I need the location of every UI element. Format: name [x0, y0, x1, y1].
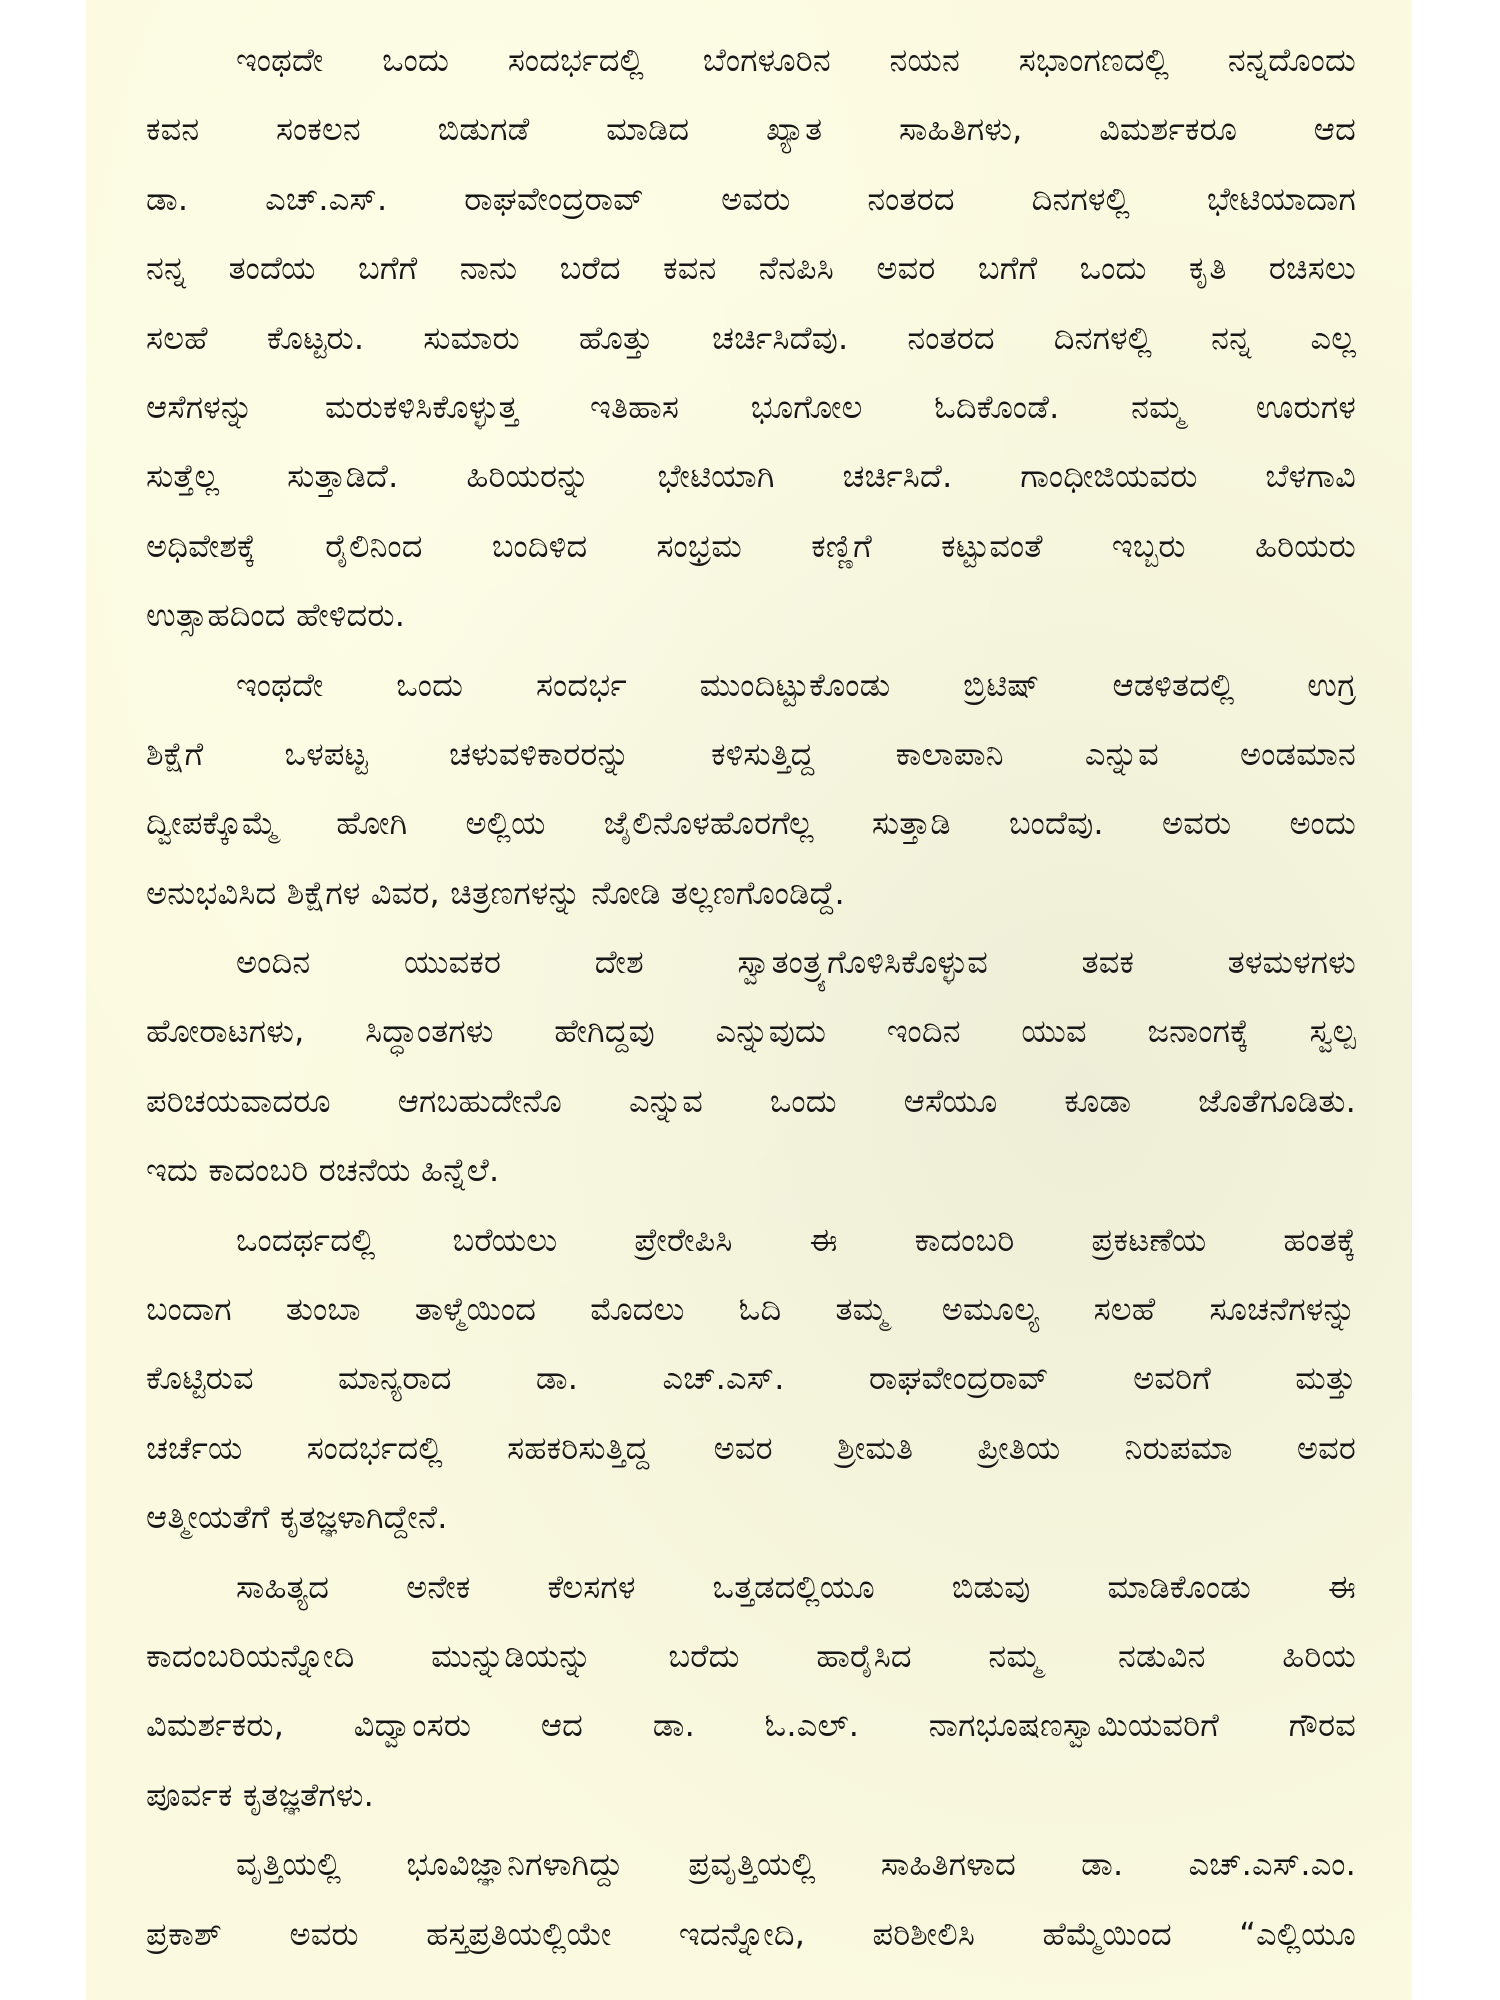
paragraph [146, 1830, 1356, 1969]
text-line: ಕೊಟ್ಟಿರುವ ಮಾನ್ಯರಾದ ಡಾ. ಎಚ್.ಎಸ್. ರಾಘವೇಂದ್ರರಾವ್ ಅವರಿಗೆ ಮತ್ತು [146, 1359, 1356, 1398]
text-line: ಆಸೆಗಳನ್ನು ಮರುಕಳಿಸಿಕೊಳ್ಳುತ್ತ ಇತಿಹಾಸ ಭೂಗೋಲ ಓದಿಕೊಂಡೆ. ನಮ್ಮ ಊರುಗಳ [146, 387, 1356, 426]
text-line: ಅಧಿವೇಶಕ್ಕೆ ರೈಲಿನಿಂದ ಬಂದಿಳಿದ ಸಂಭ್ರಮ ಕಣ್ಣಿಗೆ ಕಟ್ಟುವಂತೆ ಇಬ್ಬರು ಹಿರಿಯರು [146, 526, 1356, 565]
text-line: ಕವನ ಸಂಕಲನ ಬಿಡುಗಡೆ ಮಾಡಿದ ಖ್ಯಾತ ಸಾಹಿತಿಗಳು, ವಿಮರ್ಶಕರೂ ಆದ [146, 110, 1356, 149]
text-line: ಪ್ರಕಾಶ್ ಅವರು ಹಸ್ತಪ್ರತಿಯಲ್ಲಿಯೇ ಇದನ್ನೋದಿ, ಪರಿಶೀಲಿಸಿ ಹೆಮ್ಮೆಯಿಂದ “ಎಲ್ಲಿಯೂ [146, 1914, 1356, 1953]
text-line: ಕಾದಂಬರಿಯನ್ನೋದಿ ಮುನ್ನುಡಿಯನ್ನು ಬರೆದು ಹಾರೈಸಿದ ನಮ್ಮ ನಡುವಿನ ಹಿರಿಯ [146, 1636, 1356, 1675]
text-line: ಅನುಭವಿಸಿದ ಶಿಕ್ಷೆಗಳ ವಿವರ, ಚಿತ್ರಣಗಳನ್ನು ನೋಡಿ ತಲ್ಲಣಗೊಂಡಿದ್ದೆ. [146, 873, 845, 912]
text-line: ವೃತ್ತಿಯಲ್ಲಿ ಭೂವಿಜ್ಞಾನಿಗಳಾಗಿದ್ದು ಪ್ರವೃತ್ತಿಯಲ್ಲಿ ಸಾಹಿತಿಗಳಾದ ಡಾ. ಎಚ್.ಎಸ್.ಎಂ. [236, 1845, 1356, 1884]
paragraph [146, 1206, 1356, 1553]
text-line: ಹೋರಾಟಗಳು, ಸಿದ್ಧಾಂತಗಳು ಹೇಗಿದ್ದವು ಎನ್ನುವುದು ಇಂದಿನ ಯುವ ಜನಾಂಗಕ್ಕೆ ಸ್ವಲ್ಪ [146, 1012, 1356, 1051]
text-line: ಬಂದಾಗ ತುಂಬಾ ತಾಳ್ಮೆಯಿಂದ ಮೊದಲು ಓದಿ ತಮ್ಮ ಅಮೂಲ್ಯ ಸಲಹೆ ಸೂಚನೆಗಳನ್ನು [146, 1290, 1356, 1329]
text-line: ಅಂದಿನ ಯುವಕರ ದೇಶ ಸ್ವಾತಂತ್ರ್ಯಗೊಳಿಸಿಕೊಳ್ಳುವ ತವಕ ತಳಮಳಗಳು [236, 943, 1356, 982]
scanned-page [86, 0, 1412, 2000]
page-body-text [146, 26, 1356, 1969]
text-line: ಒಂದರ್ಥದಲ್ಲಿ ಬರೆಯಲು ಪ್ರೇರೇಪಿಸಿ ಈ ಕಾದಂಬರಿ ಪ್ರಕಟಣೆಯ ಹಂತಕ್ಕೆ [236, 1220, 1356, 1259]
text-line: ಇಂಥದೇ ಒಂದು ಸಂದರ್ಭದಲ್ಲಿ ಬೆಂಗಳೂರಿನ ನಯನ ಸಭಾಂಗಣದಲ್ಲಿ ನನ್ನದೊಂದು [236, 41, 1356, 79]
text-line: ಪೂರ್ವಕ ಕೃತಜ್ಞತೆಗಳು. [146, 1775, 375, 1814]
text-line: ನನ್ನ ತಂದೆಯ ಬಗೆಗೆ ನಾನು ಬರೆದ ಕವನ ನೆನಪಿಸಿ ಅವರ ಬಗೆಗೆ ಒಂದು ಕೃತಿ ರಚಿಸಲು [146, 249, 1356, 288]
text-line: ಇದು ಕಾದಂಬರಿ ರಚನೆಯ ಹಿನ್ನೆಲೆ. [146, 1151, 500, 1190]
text-line: ಪರಿಚಯವಾದರೂ ಆಗಬಹುದೇನೊ ಎನ್ನುವ ಒಂದು ಆಸೆಯೂ ಕೂಡಾ ಜೊತೆಗೂಡಿತು. [146, 1081, 1356, 1120]
text-line: ಉತ್ಸಾಹದಿಂದ ಹೇಳಿದರು. [146, 596, 406, 635]
text-line: ಆತ್ಮೀಯತೆಗೆ ಕೃತಜ್ಞಳಾಗಿದ್ದೇನೆ. [146, 1498, 448, 1537]
paragraph [146, 1553, 1356, 1831]
text-line: ಶಿಕ್ಷೆಗೆ ಒಳಪಟ್ಟ ಚಳುವಳಿಕಾರರನ್ನು ಕಳಿಸುತ್ತಿದ್ದ ಕಾಲಾಪಾನಿ ಎನ್ನುವ ಅಂಡಮಾನ [146, 734, 1356, 773]
paragraph [146, 928, 1356, 1206]
paragraph [146, 651, 1356, 929]
text-line: ಸಾಹಿತ್ಯದ ಅನೇಕ ಕೆಲಸಗಳ ಒತ್ತಡದಲ್ಲಿಯೂ ಬಿಡುವು ಮಾಡಿಕೊಂಡು ಈ [236, 1567, 1356, 1606]
text-line: ವಿಮರ್ಶಕರು, ವಿದ್ವಾಂಸರು ಆದ ಡಾ. ಓ.ಎಲ್. ನಾಗಭೂಷಣಸ್ವಾಮಿಯವರಿಗೆ ಗೌರವ [146, 1706, 1356, 1745]
text-line: ಡಾ. ಎಚ್.ಎಸ್. ರಾಘವೇಂದ್ರರಾವ್ ಅವರು ನಂತರದ ದಿನಗಳಲ್ಲಿ ಭೇಟಿಯಾದಾಗ [146, 179, 1356, 218]
text-line: ಚರ್ಚೆಯ ಸಂದರ್ಭದಲ್ಲಿ ಸಹಕರಿಸುತ್ತಿದ್ದ ಅವರ ಶ್ರೀಮತಿ ಪ್ರೀತಿಯ ನಿರುಪಮಾ ಅವರ [146, 1428, 1356, 1467]
text-line: ಸಲಹೆ ಕೊಟ್ಟರು. ಸುಮಾರು ಹೊತ್ತು ಚರ್ಚಿಸಿದೆವು. ನಂತರದ ದಿನಗಳಲ್ಲಿ ನನ್ನ ಎಲ್ಲ [146, 318, 1356, 357]
text-line: ದ್ವೀಪಕ್ಕೊಮ್ಮೆ ಹೋಗಿ ಅಲ್ಲಿಯ ಜೈಲಿನೊಳಹೊರಗೆಲ್ಲ ಸುತ್ತಾಡಿ ಬಂದೆವು. ಅವರು ಅಂದು [146, 804, 1356, 843]
text-line: ಸುತ್ತೆಲ್ಲ ಸುತ್ತಾಡಿದೆ. ಹಿರಿಯರನ್ನು ಭೇಟಿಯಾಗಿ ಚರ್ಚಿಸಿದೆ. ಗಾಂಧೀಜಿಯವರು ಬೆಳಗಾವಿ [146, 457, 1356, 496]
text-line: ಇಂಥದೇ ಒಂದು ಸಂದರ್ಭ ಮುಂದಿಟ್ಟುಕೊಂಡು ಬ್ರಿಟಿಷ್ ಆಡಳಿತದಲ್ಲಿ ಉಗ್ರ [236, 665, 1356, 704]
paragraph [146, 26, 1356, 651]
